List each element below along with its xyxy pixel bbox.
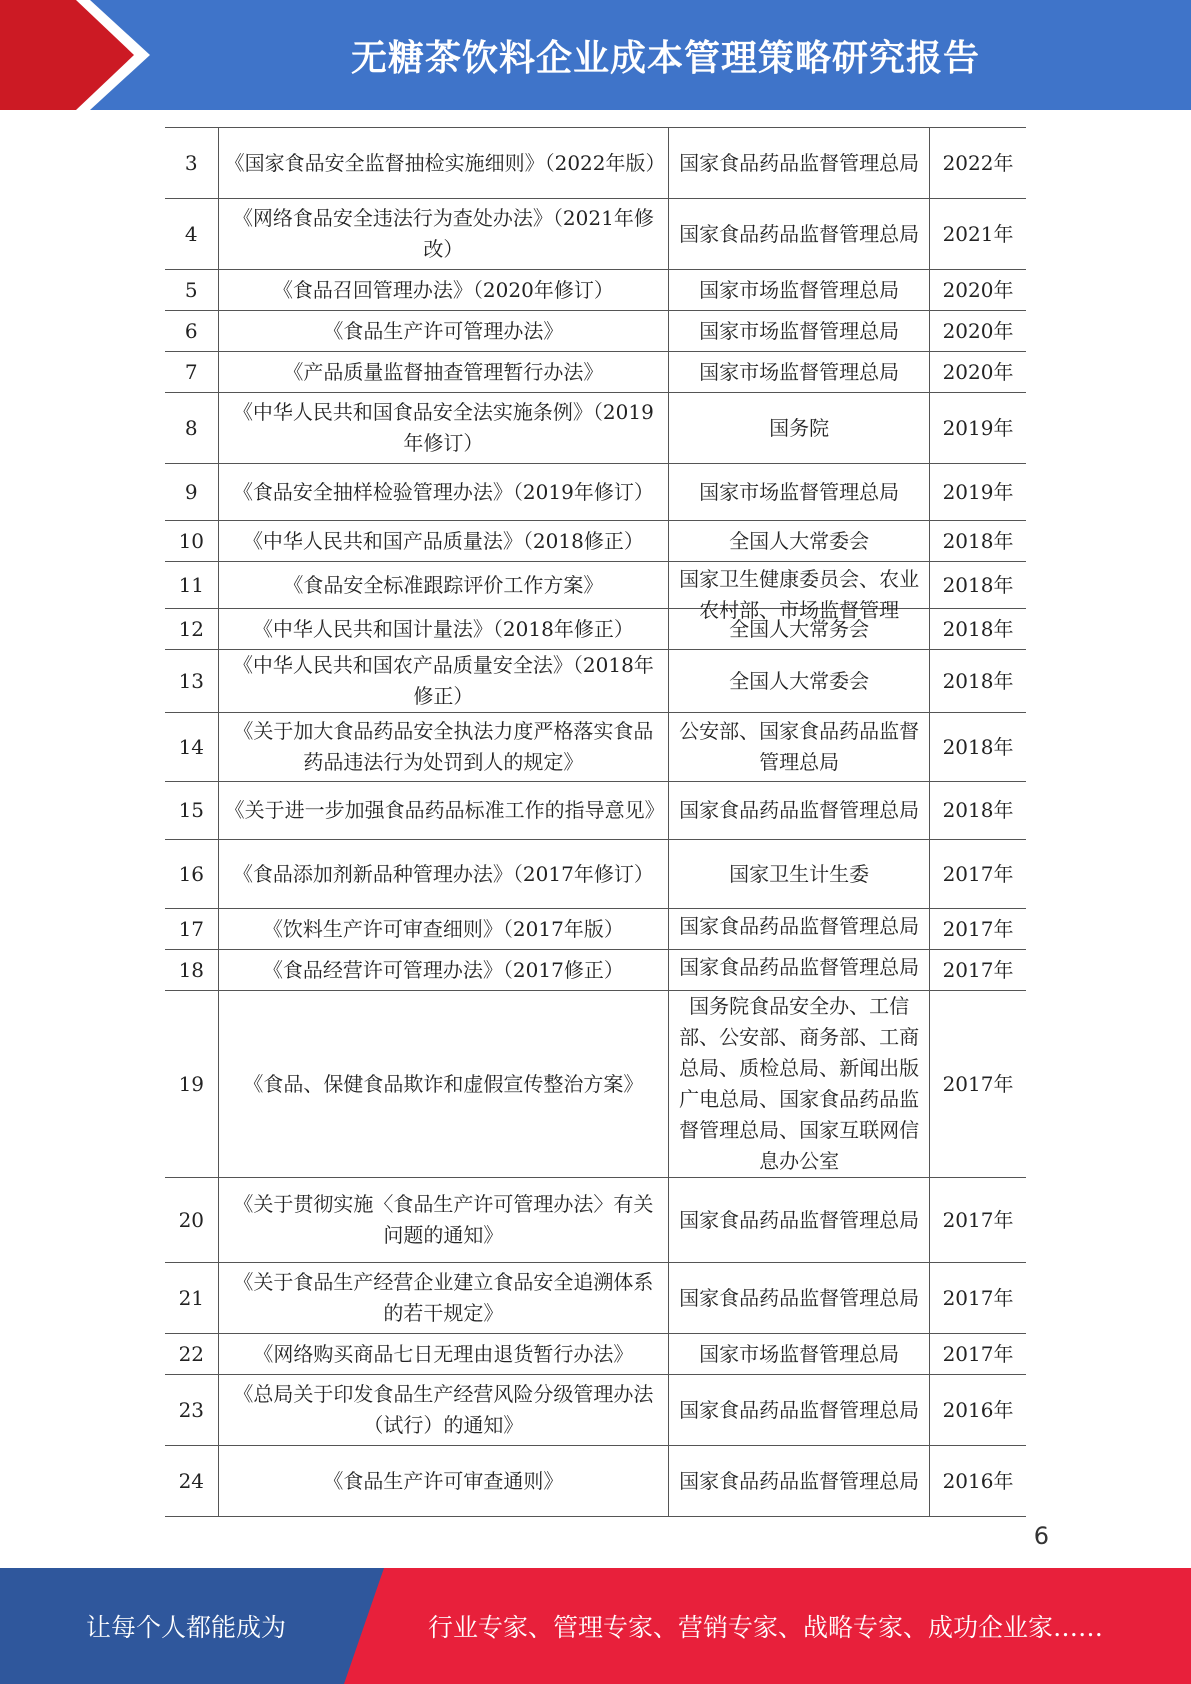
issue-year: 2020年 (930, 311, 1026, 352)
regulation-name: 《关于食品生产经营企业建立食品安全追溯体系的若干规定》 (218, 1263, 669, 1334)
table-row (165, 782, 1026, 840)
issue-year: 2016年 (930, 1446, 1026, 1517)
issue-year: 2017年 (930, 1334, 1026, 1375)
issuing-authority: 国家市场监督管理总局 (669, 464, 930, 521)
row-number: 19 (165, 991, 218, 1178)
row-number: 17 (165, 909, 218, 950)
issue-year: 2021年 (930, 199, 1026, 270)
issuing-authority: 全国人大常委会 (669, 521, 930, 562)
issuing-authority: 全国人大常委会 (669, 650, 930, 713)
row-number: 3 (165, 128, 218, 199)
row-number: 22 (165, 1334, 218, 1375)
issuing-authority-text: 国家食品药品监督管理总局 (679, 954, 920, 979)
footer-slogan-right: 行业专家、管理专家、营销专家、战略专家、成功企业家…… (427, 1613, 1103, 1642)
regulation-name: 《中华人民共和国食品安全法实施条例》（2019年修订） (218, 393, 669, 464)
issuing-authority: 国家食品药品监督管理总局 (669, 1375, 930, 1446)
issuing-authority: 国家食品药品监督管理总局 (669, 199, 930, 270)
table-row (165, 1263, 1026, 1334)
row-number: 21 (165, 1263, 218, 1334)
table-row (165, 311, 1026, 352)
issuing-authority: 国家卫生计生委 (669, 840, 930, 909)
issue-year: 2020年 (930, 270, 1026, 311)
regulation-name: 《网络食品安全违法行为查处办法》（2021年修改） (218, 199, 669, 270)
row-number: 4 (165, 199, 218, 270)
issuing-authority: 公安部、国家食品药品监督管理总局 (669, 713, 930, 782)
row-number: 12 (165, 609, 218, 650)
issuing-authority: 国家食品药品监督管理总局 (669, 1263, 930, 1334)
issue-year: 2018年 (930, 521, 1026, 562)
regulation-name: 《食品、保健食品欺诈和虚假宣传整治方案》 (218, 991, 669, 1178)
page-number: 6 (1033, 1522, 1049, 1550)
table-row (165, 991, 1026, 1178)
table-row (165, 352, 1026, 393)
issue-year: 2017年 (930, 909, 1026, 950)
issuing-authority: 国家食品药品监督管理总局 (669, 782, 930, 840)
row-number: 11 (165, 562, 218, 609)
header-chevron-graphic (0, 0, 160, 110)
table-row (165, 464, 1026, 521)
issue-year: 2017年 (930, 1263, 1026, 1334)
row-number: 16 (165, 840, 218, 909)
regulation-name: 《产品质量监督抽查管理暂行办法》 (218, 352, 669, 393)
row-number: 18 (165, 950, 218, 991)
regulation-name: 《关于贯彻实施〈食品生产许可管理办法〉有关问题的通知》 (218, 1178, 669, 1263)
regulation-name: 《食品生产许可审查通则》 (218, 1446, 669, 1517)
regulation-name: 《中华人民共和国农产品质量安全法》（2018年修正） (218, 650, 669, 713)
table-row (165, 1334, 1026, 1375)
issue-year: 2017年 (930, 950, 1026, 991)
table-row (165, 1178, 1026, 1263)
row-number: 7 (165, 352, 218, 393)
table-row (165, 199, 1026, 270)
table-row (165, 128, 1026, 199)
regulation-name: 《关于进一步加强食品药品标准工作的指导意见》 (218, 782, 669, 840)
issuing-authority-text: 国家卫生健康委员会、农业农村部、市场监督管理 (679, 566, 920, 622)
table-row (165, 713, 1026, 782)
issue-year: 2022年 (930, 128, 1026, 199)
regulation-name: 《中华人民共和国产品质量法》（2018修正） (218, 521, 669, 562)
issue-year: 2019年 (930, 393, 1026, 464)
issuing-authority: 国家食品药品监督管理总局 (669, 1178, 930, 1263)
issue-year: 2017年 (930, 1178, 1026, 1263)
table-row (165, 562, 1026, 609)
issue-year: 2017年 (930, 991, 1026, 1178)
table-row (165, 521, 1026, 562)
regulation-name: 《食品安全抽样检验管理办法》（2019年修订） (218, 464, 669, 521)
issue-year: 2018年 (930, 562, 1026, 609)
issuing-authority: 国务院食品安全办、工信部、公安部、商务部、工商总局、质检总局、新闻出版广电总局、国家食品药品监督管理总局、国家互联网信息办公室 (669, 991, 930, 1178)
issue-year: 2017年 (930, 840, 1026, 909)
issuing-authority (669, 562, 930, 622)
chevron-red-shape (0, 0, 134, 110)
issue-year: 2018年 (930, 782, 1026, 840)
regulation-name: 《食品安全标准跟踪评价工作方案》 (218, 562, 669, 609)
table-row (165, 393, 1026, 464)
table-row (165, 909, 1026, 950)
regulation-name: 《关于加大食品药品安全执法力度严格落实食品药品违法行为处罚到人的规定》 (218, 713, 669, 782)
table-row (165, 950, 1026, 991)
issuing-authority: 国家食品药品监督管理总局 (669, 1446, 930, 1517)
issue-year: 2019年 (930, 464, 1026, 521)
row-number: 23 (165, 1375, 218, 1446)
issuing-authority: 国家市场监督管理总局 (669, 352, 930, 393)
regulation-name: 《总局关于印发食品生产经营风险分级管理办法（试行）的通知》 (218, 1375, 669, 1446)
issue-year: 2018年 (930, 713, 1026, 782)
table-row (165, 840, 1026, 909)
row-number: 24 (165, 1446, 218, 1517)
regulation-name: 《网络购买商品七日无理由退货暂行办法》 (218, 1334, 669, 1375)
table-row (165, 1375, 1026, 1446)
regulation-name: 《中华人民共和国计量法》（2018年修正） (218, 609, 669, 650)
issuing-authority (669, 909, 930, 950)
issue-year: 2018年 (930, 609, 1026, 650)
table-row (165, 650, 1026, 713)
table-row (165, 270, 1026, 311)
page-header (0, 0, 1191, 110)
issue-year: 2016年 (930, 1375, 1026, 1446)
regulations-table (165, 127, 1026, 1517)
issuing-authority: 国家市场监督管理总局 (669, 270, 930, 311)
row-number: 5 (165, 270, 218, 311)
issue-year: 2020年 (930, 352, 1026, 393)
row-number: 15 (165, 782, 218, 840)
row-number: 6 (165, 311, 218, 352)
issuing-authority: 国务院 (669, 393, 930, 464)
regulation-name: 《食品添加剂新品种管理办法》（2017年修订） (218, 840, 669, 909)
issuing-authority: 国家市场监督管理总局 (669, 311, 930, 352)
table-row (165, 1446, 1026, 1517)
issuing-authority: 国家食品药品监督管理总局 (669, 128, 930, 199)
footer-slogan-left: 让每个人都能成为 (85, 1613, 286, 1642)
issuing-authority (669, 950, 930, 991)
regulation-name: 《食品召回管理办法》（2020年修订） (218, 270, 669, 311)
header-title: 无糖茶饮料企业成本管理策略研究报告 (350, 37, 980, 79)
issuing-authority: 国家市场监督管理总局 (669, 1334, 930, 1375)
regulation-name: 《饮料生产许可审查细则》（2017年版） (218, 909, 669, 950)
row-number: 10 (165, 521, 218, 562)
row-number: 8 (165, 393, 218, 464)
regulation-name: 《食品生产许可管理办法》 (218, 311, 669, 352)
regulation-name: 《食品经营许可管理办法》（2017修正） (218, 950, 669, 991)
row-number: 13 (165, 650, 218, 713)
page-footer (0, 1568, 1191, 1684)
row-number: 14 (165, 713, 218, 782)
issuing-authority-text: 国家食品药品监督管理总局 (679, 913, 920, 938)
issue-year: 2018年 (930, 650, 1026, 713)
row-number: 20 (165, 1178, 218, 1263)
issuing-authority: 全国人大常务会 (669, 609, 930, 650)
row-number: 9 (165, 464, 218, 521)
regulation-name: 《国家食品安全监督抽检实施细则》（2022年版） (218, 128, 669, 199)
